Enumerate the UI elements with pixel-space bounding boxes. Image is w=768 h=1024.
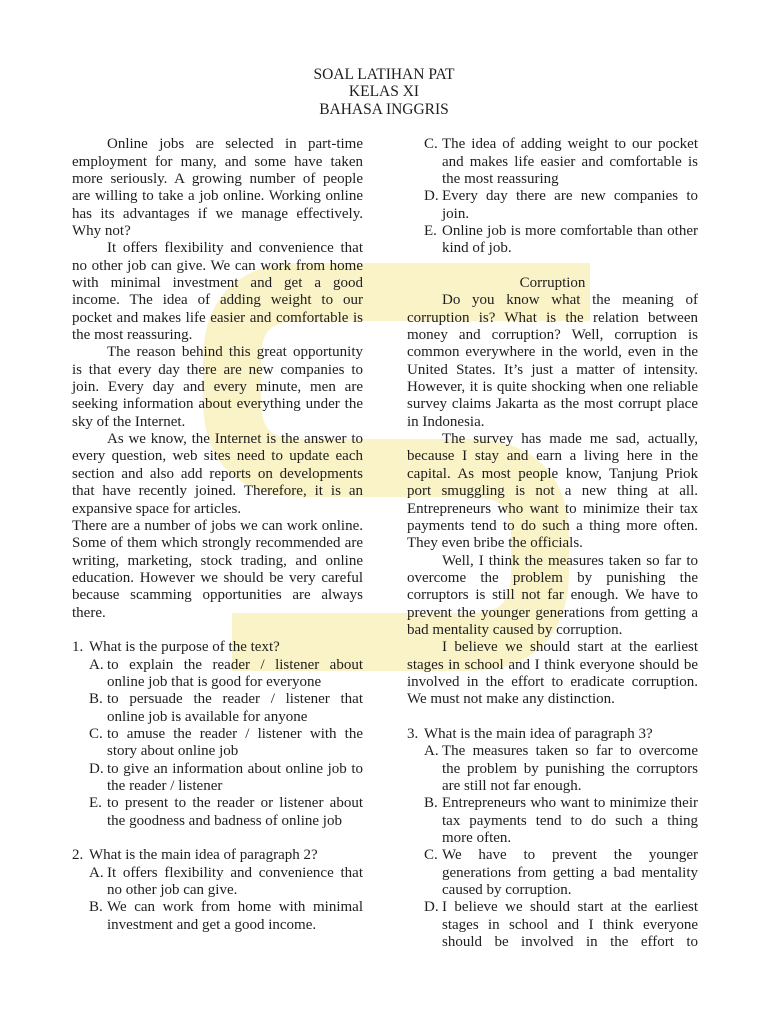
text-line: investment and get a good income.: [107, 916, 317, 933]
text-line: overcome the problem by punishing the: [407, 569, 698, 586]
text-line: the most reassuring.: [72, 327, 193, 344]
question-2: [72, 847, 363, 934]
question-text: What is the purpose of the text?: [89, 639, 280, 656]
text-line: stages in school and I think everyone should be: [407, 656, 698, 673]
text-line: join.: [442, 205, 470, 222]
text-line: no other job can give.: [107, 882, 238, 899]
option-text: [442, 743, 698, 795]
text-line: are still not far enough.: [442, 778, 582, 795]
text-line: bad mentality caused by corruption.: [407, 621, 623, 638]
text-line: writing, marketing, stock trading, and online: [72, 552, 363, 569]
text-line: payments tend to do such a thing more often.: [407, 517, 698, 534]
question-3-option-b: [407, 795, 698, 847]
question-number: 2.: [72, 847, 84, 864]
text-line: The reason behind this great opportunity: [107, 344, 363, 361]
text-line: expansive space for articles.: [72, 500, 242, 517]
question-number: 3.: [407, 725, 419, 742]
text-line: money and corruption? Well, corruption is: [407, 327, 698, 344]
text-line: However, it is quite shocking when one reliable: [407, 379, 698, 396]
question-1-option-b: [72, 691, 363, 726]
text-line: more often.: [442, 830, 512, 847]
question-3: [407, 726, 698, 951]
text-line: caused by corruption.: [442, 882, 572, 899]
text-line: Online job is more comfortable than other: [442, 223, 698, 240]
text-line: to present to the reader or listener about: [107, 795, 363, 812]
text-line: story about online job: [107, 743, 239, 760]
text-line: the goodness and badness of online job: [107, 812, 342, 829]
option-letter: D.: [424, 899, 439, 916]
text-line: common everywhere in the world, even in the: [407, 344, 698, 361]
text-line: corruption is? What is the relation between: [407, 309, 698, 326]
text-line: that have recently joined. Therefore, it is an: [72, 483, 363, 500]
text-line: to amuse the reader / listener with the: [107, 725, 363, 742]
option-text: [442, 847, 698, 899]
text-line: no other job can give. We can work from home: [72, 257, 363, 274]
option-letter: A.: [89, 656, 104, 673]
text-line: sky of the Internet.: [72, 413, 186, 430]
text-line: corruptors is still not far enough. We have to: [407, 587, 698, 604]
option-letter: C.: [424, 136, 438, 153]
text-line: The idea of adding weight to our pocket: [442, 136, 698, 153]
text-line: kind of job.: [442, 240, 512, 257]
option-letter: E.: [89, 795, 102, 812]
question-1-stem: [72, 639, 363, 656]
text-line: survey claims Jakarta as the most corrupt place: [407, 396, 698, 413]
spacer: [407, 258, 698, 275]
option-text: [107, 795, 363, 830]
text-line: has its advantages if we manage effectively.: [72, 205, 363, 222]
question-3-option-a: [407, 743, 698, 795]
text-line: Well, I think the measures taken so far to: [442, 552, 698, 569]
question-2-option-e: [407, 223, 698, 258]
option-text: [442, 188, 698, 223]
text-line: We can work from home with minimal: [107, 899, 363, 916]
text-line: The survey has made me sad, actually,: [442, 431, 698, 448]
question-1: [72, 639, 363, 830]
text-line: every question, web sites need to update each: [72, 448, 363, 465]
option-text: [442, 899, 698, 951]
option-letter: E.: [424, 223, 437, 240]
text-line: with minimal investment and get a good: [72, 275, 363, 292]
option-letter: B.: [89, 899, 103, 916]
text-line: capital. As most people know, Tanjung Priok: [407, 465, 698, 482]
text-line: are willing to take a job online. Working online: [72, 188, 363, 205]
corruption-paragraph-4: [407, 639, 698, 708]
text-line: should be involved in the effort to: [442, 934, 698, 951]
text-line: and makes life easier and comfortable is: [442, 153, 698, 170]
question-3-option-d: [407, 899, 698, 951]
option-letter: D.: [424, 188, 439, 205]
option-letter: C.: [424, 847, 438, 864]
option-text: [107, 899, 363, 934]
option-letter: D.: [89, 760, 104, 777]
question-text: What is the main idea of paragraph 2?: [89, 847, 318, 864]
text-line: Every day there are new companies to: [442, 188, 698, 205]
corruption-paragraph-1: [407, 292, 698, 431]
right-column: [407, 136, 698, 951]
option-text: [442, 795, 698, 847]
text-line: tax payments tend to do such a thing: [442, 812, 698, 829]
question-1-option-a: [72, 657, 363, 692]
question-2-option-c: [407, 136, 698, 188]
option-text: [107, 865, 363, 900]
corruption-paragraph-2: [407, 431, 698, 552]
question-1-option-d: [72, 761, 363, 796]
online-jobs-paragraph-4: [72, 431, 363, 518]
online-jobs-paragraph-2: [72, 240, 363, 344]
question-1-option-e: [72, 795, 363, 830]
text-line: It offers flexibility and convenience that: [107, 864, 363, 881]
text-line: pocket and makes life easier and comfortable is: [72, 309, 363, 326]
option-text: [107, 691, 363, 726]
question-text: What is the main idea of paragraph 3?: [424, 725, 653, 742]
text-line: is that every day there are new companies to: [72, 361, 363, 378]
text-line: We must not make any distinction.: [407, 691, 615, 708]
text-line: to persuade the reader / listener that: [107, 691, 363, 708]
text-line: Some of them which strongly recommended are: [72, 535, 363, 552]
text-line: section and also add reports on developments: [72, 465, 363, 482]
text-line: join. Every day and every minute, men are: [72, 379, 363, 396]
text-line: The measures taken so far to overcome: [442, 743, 698, 760]
text-line: the problem by punishing the corruptors: [442, 760, 698, 777]
text-line: They even bribe the officials.: [407, 535, 583, 552]
question-2-stem: [72, 847, 363, 864]
spacer: [72, 622, 363, 639]
text-line: Online jobs are selected in part-time: [107, 136, 363, 153]
question-3-stem: [407, 726, 698, 743]
text-line: stages in school and I think everyone: [442, 916, 698, 933]
text-line: more seriously. A growing number of people: [72, 170, 363, 187]
text-line: As we know, the Internet is the answer to: [107, 431, 363, 448]
option-letter: B.: [424, 795, 438, 812]
text-line: United States. It’s just a matter of intensity.: [407, 361, 698, 378]
exam-header: [0, 66, 768, 118]
option-letter: A.: [89, 864, 104, 881]
exam-title: SOAL LATIHAN PAT: [313, 66, 455, 83]
text-line: Do you know what the meaning of: [442, 292, 698, 309]
text-line: online job is available for anyone: [107, 708, 308, 725]
text-line: in Indonesia.: [407, 413, 485, 430]
option-letter: B.: [89, 691, 103, 708]
option-text: [107, 726, 363, 761]
text-line: Why not?: [72, 223, 131, 240]
text-line: generations from getting a bad mentality: [442, 864, 698, 881]
text-line: seeking information about everything under the: [72, 396, 363, 413]
text-line: It offers flexibility and convenience that: [107, 240, 363, 257]
question-3-option-c: [407, 847, 698, 899]
spacer: [407, 709, 698, 726]
question-2-option-d: [407, 188, 698, 223]
text-line: I believe we should start at the earliest: [442, 639, 698, 656]
text-line: education. However we should be very careful: [72, 569, 363, 586]
option-letter: C.: [89, 725, 103, 742]
text-line: online job that is good for everyone: [107, 673, 322, 690]
option-text: [442, 136, 698, 188]
online-jobs-paragraph-3: [72, 344, 363, 431]
text-line: Entrepreneurs who want to minimize their: [442, 795, 698, 812]
text-line: port smuggling is not a new thing at all.: [407, 483, 698, 500]
text-line: involved in the effort to eradicate corruption.: [407, 673, 698, 690]
question-number: 1.: [72, 639, 84, 656]
question-1-option-c: [72, 726, 363, 761]
option-text: [107, 657, 363, 692]
left-column: [72, 136, 363, 934]
corruption-paragraph-3: [407, 553, 698, 640]
class-level: KELAS XI: [348, 83, 420, 101]
option-text: [442, 223, 698, 258]
text-line: There are a number of jobs we can work online.: [72, 517, 363, 534]
question-2-option-a: [72, 865, 363, 900]
text-line: Entrepreneurs who want to minimize their tax: [407, 500, 698, 517]
question-2-continued: [407, 136, 698, 257]
text-line: because scamming opportunities are always: [72, 587, 363, 604]
text-line: the most reassuring: [442, 170, 559, 187]
online-jobs-paragraph-1: [72, 136, 363, 240]
option-letter: A.: [424, 743, 439, 760]
text-line: I believe we should start at the earliest: [442, 899, 698, 916]
text-line: to explain the reader / listener about: [107, 656, 363, 673]
text-line: the reader / listener: [107, 778, 223, 795]
text-line: because I stay and earn a living here in the: [407, 448, 698, 465]
text-line: there.: [72, 604, 106, 621]
text-line: prevent the younger generations from getting a: [407, 604, 698, 621]
spacer: [72, 830, 363, 847]
text-line: to give an information about online job to: [107, 760, 363, 777]
text-line: We have to prevent the younger: [442, 847, 698, 864]
text-line: employment for many, and some have taken: [72, 153, 363, 170]
subject-name: BAHASA INGGRIS: [319, 100, 449, 118]
option-text: [107, 761, 363, 796]
text-line: income. The idea of adding weight to our: [72, 292, 363, 309]
online-jobs-paragraph-5: [72, 518, 363, 622]
question-2-option-b: [72, 899, 363, 934]
passage-title: Corruption: [519, 275, 586, 292]
